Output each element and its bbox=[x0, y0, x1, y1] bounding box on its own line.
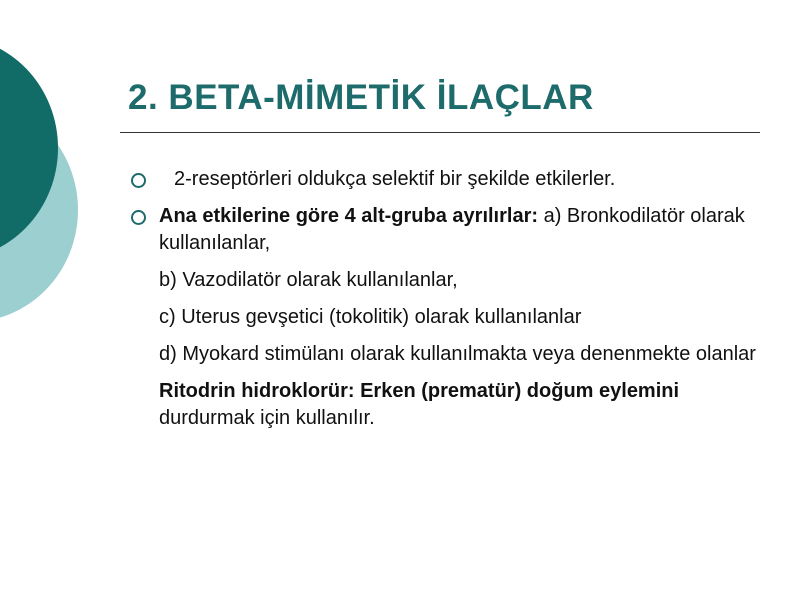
slide-content bbox=[128, 166, 768, 442]
title-divider bbox=[120, 132, 760, 133]
bullet-text: 2-reseptörleri oldukça selektif bir şekilde etkilerler. bbox=[174, 168, 616, 190]
sub-line: b) Vazodilatör olarak kullanılanlar, bbox=[159, 269, 458, 291]
sub-line bbox=[128, 378, 768, 432]
circle-bullet-icon bbox=[131, 173, 146, 188]
sub-line-bold-text: Ritodrin hidroklorür: Erken (prematür) doğum eylemini bbox=[159, 380, 680, 402]
bullet-item bbox=[128, 166, 768, 193]
sub-line: d) Myokard stimülanı olarak kullanılmakta veya denenmekte olanlar bbox=[159, 343, 756, 365]
bullet-text: a) Bronkodilatör olarak kullanılanlar, bbox=[159, 205, 745, 254]
slide-title: 2. BETA-MİMETİK İLAÇLAR bbox=[128, 78, 594, 117]
bullet-item bbox=[128, 203, 768, 257]
sub-line-text: durdurmak için kullanılır. bbox=[159, 407, 375, 429]
circle-bullet-icon bbox=[131, 210, 146, 225]
sub-line: c) Uterus gevşetici (tokolitik) olarak kullanılanlar bbox=[159, 306, 582, 328]
bullet-bold-text: Ana etkilerine göre 4 alt-gruba ayrılırlar: bbox=[159, 205, 539, 227]
